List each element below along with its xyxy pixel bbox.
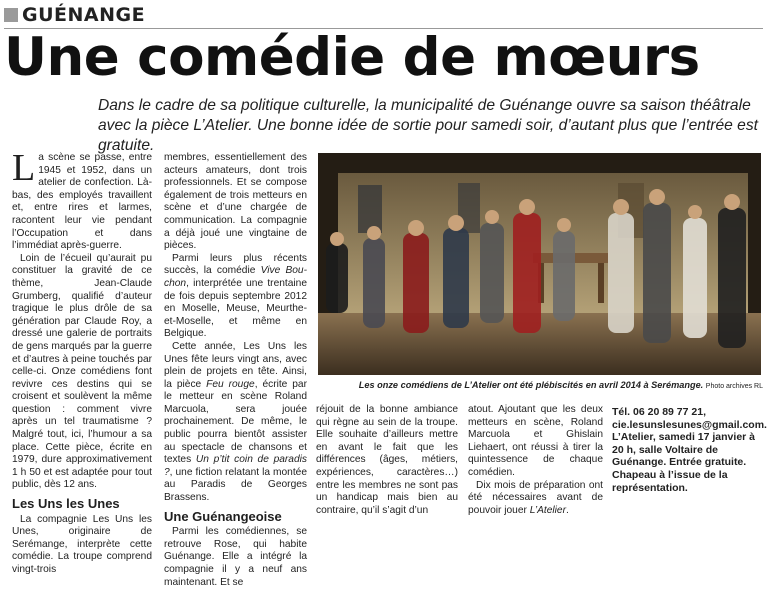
photo-caption: Les onze comédiens de L’Atelier ont été plébiscités en avril 2014 à Serémange. Photo archives RL	[358, 380, 763, 390]
paragraph: La scène se passe, entre 1945 et 1952, dans un atelier de confection. Là-bas, des employés travaillent et, entre rires et larmes, racontent leur vie pendant l’Occupation et dans l’immédiat après-guerre.	[12, 147, 152, 252]
contact-phone: Tél. 06 20 89 77 21,	[612, 406, 706, 418]
article-column-2	[164, 152, 307, 589]
section-header	[4, 4, 145, 26]
subheading: Une Guénangeoise	[164, 508, 282, 524]
headline: Une comédie de mœurs	[4, 27, 700, 88]
stage-photo	[318, 153, 761, 375]
article-column-4	[468, 404, 603, 517]
lede: Dans le cadre de sa politique culturelle, la municipalité de Guénange ouvre sa saison théâtrale avec la pièce L’Atelier. Une bonne idée de sortie pour samedi soir, d’autant plus que l’entrée est gratuite.	[98, 97, 758, 154]
paragraph: atout. Ajoutant que les deux metteurs en scène, Roland Marcuola et Ghislain Liehaert, ont réussi à tirer la quintessence de chaque comédien.	[468, 404, 603, 478]
subheading: Les Uns les Unes	[12, 496, 120, 512]
practical-info	[612, 406, 767, 494]
article-column-1	[12, 147, 152, 577]
article-column-3	[316, 404, 458, 517]
paragraph: réjouit de la bonne ambiance qui règne au sein de la troupe. Elle souhaite d’ailleurs mettre en avant le fait que les différences (âges, métiers, expériences, caractères…) entre les membres ne sont pas un handicap mais bien au contraire, qu’il s’agit d’un	[316, 404, 458, 516]
event-info: L’Atelier, samedi 17 janvier à 20 h, salle Voltaire de Guénange. Entrée gratuite. Chapeau à l’issue de la représentation.	[612, 431, 755, 494]
photo-illustration	[318, 153, 761, 375]
paragraph: membres, essentiellement des acteurs amateurs, dont trois professionnels. Et se compose également de trois metteurs en scène et d’une chargée de communication. La compagnie a déjà joué une vingtaine de pièces.	[164, 152, 307, 252]
paragraph: Dix mois de préparation ont été nécessaires avant de pouvoir jouer L’Atelier.	[468, 479, 603, 516]
paragraph: Loin de l’écueil qu’aurait pu constituer la gravité de ce thème, Jean-Claude Grumberg, qualifié d’auteur tragique le plus drôle de sa génération par Claude Roy, a dressé une galerie de portraits de gens marqués par la guerre et d’autres à peine touchés par celle-ci. Onze comédiens font revivre ces destins qui se croisent et soulèvent la même question : comment vivre après un tel traumatisme ? Malgré tout, ici, l’humour a sa place. Cette pièce, écrite en 1979, dure approximativement 1 h 50 et est adaptée pour tout public, dès 12 ans.	[12, 252, 152, 491]
paragraph: Cette année, Les Uns les Unes fête leurs vingt ans, avec plein de projets en tête. Ainsi, la pièce Feu rouge, écrite par le metteur en scène Roland Marcuola, sera jouée prochainement. De même, le public pourra bientôt assister au spectacle de chansons et textes Un p’tit coin de paradis ?, une fiction relatant la montée au Paradis de Georges Brassens.	[164, 340, 307, 504]
section-square-icon	[4, 8, 18, 22]
photo-credit: Photo archives RL	[705, 383, 763, 390]
contact-email: cie.lesunslesunes@gmail.com.	[612, 418, 767, 431]
drop-cap: L	[12, 147, 36, 189]
paragraph: Parmi les comédiennes, se retrouve Rose, qui habite Guénange. Elle a intégré la compagnie il y a neuf ans maintenant. Et se	[164, 526, 307, 588]
paragraph: Parmi leurs plus récents succès, la comédie Vive Bou-chon, interprétée une trentaine de fois depuis septembre 2012 en Moselle, Meuse, Meurthe-et-Moselle, et même en Belgique.	[164, 252, 307, 340]
section-name: GUÉNANGE	[22, 4, 146, 26]
paragraph: La compagnie Les Uns les Unes, originaire de Serémange, interprète cette comédie. La troupe comprend vingt-trois	[12, 513, 152, 575]
